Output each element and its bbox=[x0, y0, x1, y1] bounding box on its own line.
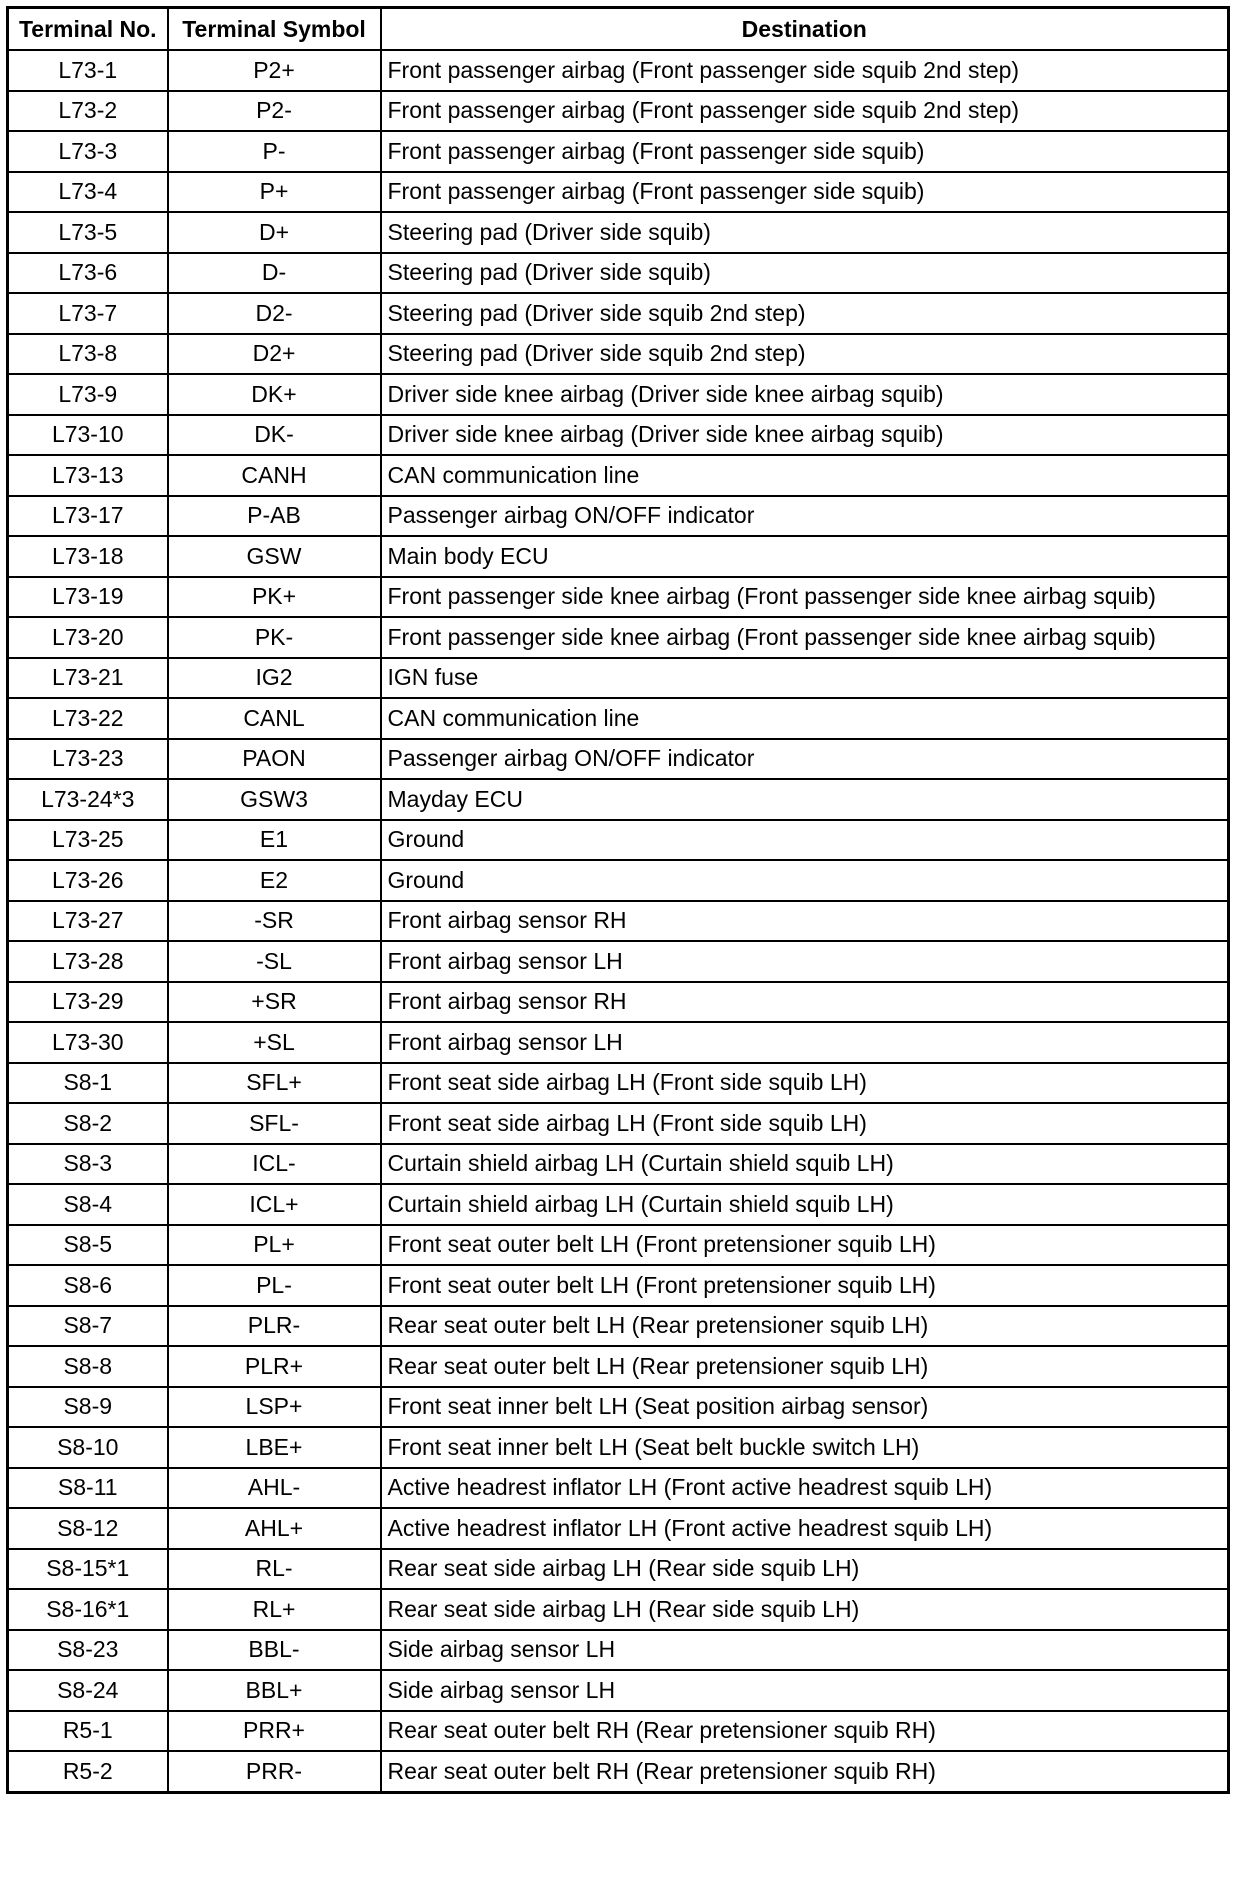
destination-cell: Front airbag sensor RH bbox=[381, 901, 1229, 942]
terminal-symbol-cell: PL- bbox=[168, 1265, 381, 1306]
table-body bbox=[8, 50, 1229, 1792]
destination-cell: Front seat inner belt LH (Seat belt buckle switch LH) bbox=[381, 1427, 1229, 1468]
terminal-no-cell: S8-24 bbox=[8, 1670, 168, 1711]
table-row bbox=[8, 212, 1229, 253]
terminal-no-cell: L73-2 bbox=[8, 91, 168, 132]
terminal-no-cell: L73-1 bbox=[8, 50, 168, 91]
terminal-symbol-cell: P2+ bbox=[168, 50, 381, 91]
terminal-symbol-cell: E1 bbox=[168, 820, 381, 861]
terminal-symbol-cell: D- bbox=[168, 253, 381, 294]
terminal-symbol-cell: +SL bbox=[168, 1022, 381, 1063]
destination-cell: Rear seat outer belt RH (Rear pretensioner squib RH) bbox=[381, 1751, 1229, 1792]
destination-cell: Ground bbox=[381, 860, 1229, 901]
terminal-symbol-cell: AHL+ bbox=[168, 1508, 381, 1549]
table-row bbox=[8, 820, 1229, 861]
terminal-no-cell: L73-7 bbox=[8, 293, 168, 334]
terminal-symbol-cell: P2- bbox=[168, 91, 381, 132]
destination-cell: Side airbag sensor LH bbox=[381, 1670, 1229, 1711]
destination-cell: Front airbag sensor LH bbox=[381, 941, 1229, 982]
terminal-no-cell: L73-22 bbox=[8, 698, 168, 739]
table-row bbox=[8, 739, 1229, 780]
terminal-no-cell: S8-3 bbox=[8, 1144, 168, 1185]
destination-cell: Front seat side airbag LH (Front side squib LH) bbox=[381, 1103, 1229, 1144]
destination-cell: Front passenger side knee airbag (Front passenger side knee airbag squib) bbox=[381, 577, 1229, 618]
destination-cell: Steering pad (Driver side squib 2nd step) bbox=[381, 334, 1229, 375]
terminal-table bbox=[6, 6, 1230, 1794]
destination-cell: Front passenger airbag (Front passenger side squib) bbox=[381, 172, 1229, 213]
terminal-symbol-cell: -SR bbox=[168, 901, 381, 942]
table-row bbox=[8, 253, 1229, 294]
terminal-symbol-cell: AHL- bbox=[168, 1468, 381, 1509]
terminal-no-cell: L73-27 bbox=[8, 901, 168, 942]
destination-cell: Front seat outer belt LH (Front pretensioner squib LH) bbox=[381, 1265, 1229, 1306]
terminal-symbol-cell: -SL bbox=[168, 941, 381, 982]
destination-cell: Mayday ECU bbox=[381, 779, 1229, 820]
terminal-symbol-cell: RL+ bbox=[168, 1589, 381, 1630]
table-row bbox=[8, 374, 1229, 415]
header-destination: Destination bbox=[381, 8, 1229, 51]
terminal-table-container bbox=[6, 6, 1230, 1794]
terminal-no-cell: L73-4 bbox=[8, 172, 168, 213]
terminal-symbol-cell: PL+ bbox=[168, 1225, 381, 1266]
table-row bbox=[8, 1670, 1229, 1711]
table-row bbox=[8, 658, 1229, 699]
destination-cell: Passenger airbag ON/OFF indicator bbox=[381, 496, 1229, 537]
terminal-no-cell: L73-9 bbox=[8, 374, 168, 415]
terminal-symbol-cell: PRR- bbox=[168, 1751, 381, 1792]
destination-cell: CAN communication line bbox=[381, 698, 1229, 739]
terminal-no-cell: S8-9 bbox=[8, 1387, 168, 1428]
terminal-symbol-cell: RL- bbox=[168, 1549, 381, 1590]
table-row bbox=[8, 1427, 1229, 1468]
table-row bbox=[8, 1711, 1229, 1752]
terminal-symbol-cell: ICL- bbox=[168, 1144, 381, 1185]
terminal-no-cell: S8-12 bbox=[8, 1508, 168, 1549]
terminal-symbol-cell: PRR+ bbox=[168, 1711, 381, 1752]
terminal-no-cell: L73-30 bbox=[8, 1022, 168, 1063]
terminal-symbol-cell: PAON bbox=[168, 739, 381, 780]
table-row bbox=[8, 1508, 1229, 1549]
terminal-symbol-cell: PK- bbox=[168, 617, 381, 658]
terminal-symbol-cell: PLR- bbox=[168, 1306, 381, 1347]
terminal-symbol-cell: LSP+ bbox=[168, 1387, 381, 1428]
terminal-no-cell: R5-1 bbox=[8, 1711, 168, 1752]
terminal-no-cell: L73-21 bbox=[8, 658, 168, 699]
terminal-no-cell: L73-13 bbox=[8, 455, 168, 496]
terminal-symbol-cell: GSW bbox=[168, 536, 381, 577]
terminal-symbol-cell: BBL- bbox=[168, 1630, 381, 1671]
table-row bbox=[8, 982, 1229, 1023]
table-row bbox=[8, 1022, 1229, 1063]
destination-cell: Rear seat outer belt RH (Rear pretensioner squib RH) bbox=[381, 1711, 1229, 1752]
table-row bbox=[8, 901, 1229, 942]
terminal-symbol-cell: ICL+ bbox=[168, 1184, 381, 1225]
header-terminal-symbol: Terminal Symbol bbox=[168, 8, 381, 51]
terminal-symbol-cell: SFL- bbox=[168, 1103, 381, 1144]
table-row bbox=[8, 293, 1229, 334]
terminal-no-cell: S8-6 bbox=[8, 1265, 168, 1306]
destination-cell: Front passenger airbag (Front passenger side squib) bbox=[381, 131, 1229, 172]
terminal-symbol-cell: SFL+ bbox=[168, 1063, 381, 1104]
table-row bbox=[8, 617, 1229, 658]
terminal-symbol-cell: DK+ bbox=[168, 374, 381, 415]
terminal-no-cell: L73-10 bbox=[8, 415, 168, 456]
terminal-no-cell: L73-28 bbox=[8, 941, 168, 982]
destination-cell: Side airbag sensor LH bbox=[381, 1630, 1229, 1671]
destination-cell: Curtain shield airbag LH (Curtain shield squib LH) bbox=[381, 1184, 1229, 1225]
destination-cell: Curtain shield airbag LH (Curtain shield squib LH) bbox=[381, 1144, 1229, 1185]
destination-cell: Active headrest inflator LH (Front active headrest squib LH) bbox=[381, 1468, 1229, 1509]
terminal-no-cell: L73-17 bbox=[8, 496, 168, 537]
terminal-no-cell: S8-11 bbox=[8, 1468, 168, 1509]
table-row bbox=[8, 1103, 1229, 1144]
destination-cell: Steering pad (Driver side squib) bbox=[381, 212, 1229, 253]
table-row bbox=[8, 1306, 1229, 1347]
terminal-no-cell: S8-4 bbox=[8, 1184, 168, 1225]
terminal-no-cell: S8-8 bbox=[8, 1346, 168, 1387]
destination-cell: CAN communication line bbox=[381, 455, 1229, 496]
terminal-symbol-cell: D2- bbox=[168, 293, 381, 334]
destination-cell: Front passenger airbag (Front passenger side squib 2nd step) bbox=[381, 91, 1229, 132]
destination-cell: Passenger airbag ON/OFF indicator bbox=[381, 739, 1229, 780]
table-row bbox=[8, 536, 1229, 577]
destination-cell: Ground bbox=[381, 820, 1229, 861]
destination-cell: Rear seat outer belt LH (Rear pretensioner squib LH) bbox=[381, 1306, 1229, 1347]
table-row bbox=[8, 1063, 1229, 1104]
destination-cell: Front airbag sensor LH bbox=[381, 1022, 1229, 1063]
destination-cell: Rear seat side airbag LH (Rear side squib LH) bbox=[381, 1549, 1229, 1590]
terminal-symbol-cell: IG2 bbox=[168, 658, 381, 699]
table-row bbox=[8, 334, 1229, 375]
terminal-no-cell: S8-1 bbox=[8, 1063, 168, 1104]
destination-cell: Rear seat outer belt LH (Rear pretensioner squib LH) bbox=[381, 1346, 1229, 1387]
terminal-symbol-cell: PK+ bbox=[168, 577, 381, 618]
table-row bbox=[8, 415, 1229, 456]
destination-cell: Steering pad (Driver side squib) bbox=[381, 253, 1229, 294]
terminal-symbol-cell: D2+ bbox=[168, 334, 381, 375]
terminal-no-cell: L73-3 bbox=[8, 131, 168, 172]
terminal-symbol-cell: DK- bbox=[168, 415, 381, 456]
table-row bbox=[8, 1144, 1229, 1185]
destination-cell: IGN fuse bbox=[381, 658, 1229, 699]
table-row bbox=[8, 1265, 1229, 1306]
destination-cell: Front seat side airbag LH (Front side squib LH) bbox=[381, 1063, 1229, 1104]
terminal-no-cell: S8-5 bbox=[8, 1225, 168, 1266]
terminal-symbol-cell: P-AB bbox=[168, 496, 381, 537]
table-row bbox=[8, 1630, 1229, 1671]
table-row bbox=[8, 1751, 1229, 1792]
terminal-symbol-cell: PLR+ bbox=[168, 1346, 381, 1387]
table-row bbox=[8, 779, 1229, 820]
table-row bbox=[8, 1346, 1229, 1387]
terminal-no-cell: L73-18 bbox=[8, 536, 168, 577]
destination-cell: Driver side knee airbag (Driver side knee airbag squib) bbox=[381, 415, 1229, 456]
terminal-no-cell: L73-25 bbox=[8, 820, 168, 861]
destination-cell: Front airbag sensor RH bbox=[381, 982, 1229, 1023]
table-row bbox=[8, 455, 1229, 496]
terminal-no-cell: R5-2 bbox=[8, 1751, 168, 1792]
destination-cell: Driver side knee airbag (Driver side knee airbag squib) bbox=[381, 374, 1229, 415]
table-row bbox=[8, 941, 1229, 982]
terminal-no-cell: L73-26 bbox=[8, 860, 168, 901]
terminal-symbol-cell: BBL+ bbox=[168, 1670, 381, 1711]
terminal-symbol-cell: D+ bbox=[168, 212, 381, 253]
terminal-no-cell: S8-7 bbox=[8, 1306, 168, 1347]
destination-cell: Steering pad (Driver side squib 2nd step) bbox=[381, 293, 1229, 334]
terminal-symbol-cell: +SR bbox=[168, 982, 381, 1023]
destination-cell: Front passenger side knee airbag (Front passenger side knee airbag squib) bbox=[381, 617, 1229, 658]
terminal-symbol-cell: E2 bbox=[168, 860, 381, 901]
destination-cell: Active headrest inflator LH (Front active headrest squib LH) bbox=[381, 1508, 1229, 1549]
table-row bbox=[8, 1184, 1229, 1225]
destination-cell: Front passenger airbag (Front passenger side squib 2nd step) bbox=[381, 50, 1229, 91]
table-row bbox=[8, 496, 1229, 537]
destination-cell: Front seat inner belt LH (Seat position airbag sensor) bbox=[381, 1387, 1229, 1428]
table-row bbox=[8, 1468, 1229, 1509]
header-terminal-no: Terminal No. bbox=[8, 8, 168, 51]
terminal-symbol-cell: LBE+ bbox=[168, 1427, 381, 1468]
terminal-no-cell: L73-8 bbox=[8, 334, 168, 375]
table-row bbox=[8, 1589, 1229, 1630]
terminal-no-cell: L73-6 bbox=[8, 253, 168, 294]
terminal-no-cell: L73-5 bbox=[8, 212, 168, 253]
terminal-symbol-cell: CANL bbox=[168, 698, 381, 739]
table-row bbox=[8, 1387, 1229, 1428]
terminal-no-cell: L73-29 bbox=[8, 982, 168, 1023]
terminal-no-cell: L73-24*3 bbox=[8, 779, 168, 820]
destination-cell: Front seat outer belt LH (Front pretensioner squib LH) bbox=[381, 1225, 1229, 1266]
table-row bbox=[8, 1549, 1229, 1590]
terminal-symbol-cell: CANH bbox=[168, 455, 381, 496]
table-row bbox=[8, 577, 1229, 618]
header-row bbox=[8, 8, 1229, 51]
table-row bbox=[8, 698, 1229, 739]
terminal-no-cell: L73-20 bbox=[8, 617, 168, 658]
table-row bbox=[8, 1225, 1229, 1266]
table-row bbox=[8, 172, 1229, 213]
table-row bbox=[8, 91, 1229, 132]
destination-cell: Rear seat side airbag LH (Rear side squib LH) bbox=[381, 1589, 1229, 1630]
terminal-symbol-cell: P+ bbox=[168, 172, 381, 213]
table-row bbox=[8, 860, 1229, 901]
table-row bbox=[8, 50, 1229, 91]
terminal-no-cell: S8-2 bbox=[8, 1103, 168, 1144]
terminal-symbol-cell: P- bbox=[168, 131, 381, 172]
terminal-no-cell: L73-19 bbox=[8, 577, 168, 618]
terminal-no-cell: S8-23 bbox=[8, 1630, 168, 1671]
terminal-no-cell: L73-23 bbox=[8, 739, 168, 780]
terminal-symbol-cell: GSW3 bbox=[168, 779, 381, 820]
terminal-no-cell: S8-10 bbox=[8, 1427, 168, 1468]
terminal-no-cell: S8-16*1 bbox=[8, 1589, 168, 1630]
destination-cell: Main body ECU bbox=[381, 536, 1229, 577]
table-row bbox=[8, 131, 1229, 172]
terminal-no-cell: S8-15*1 bbox=[8, 1549, 168, 1590]
